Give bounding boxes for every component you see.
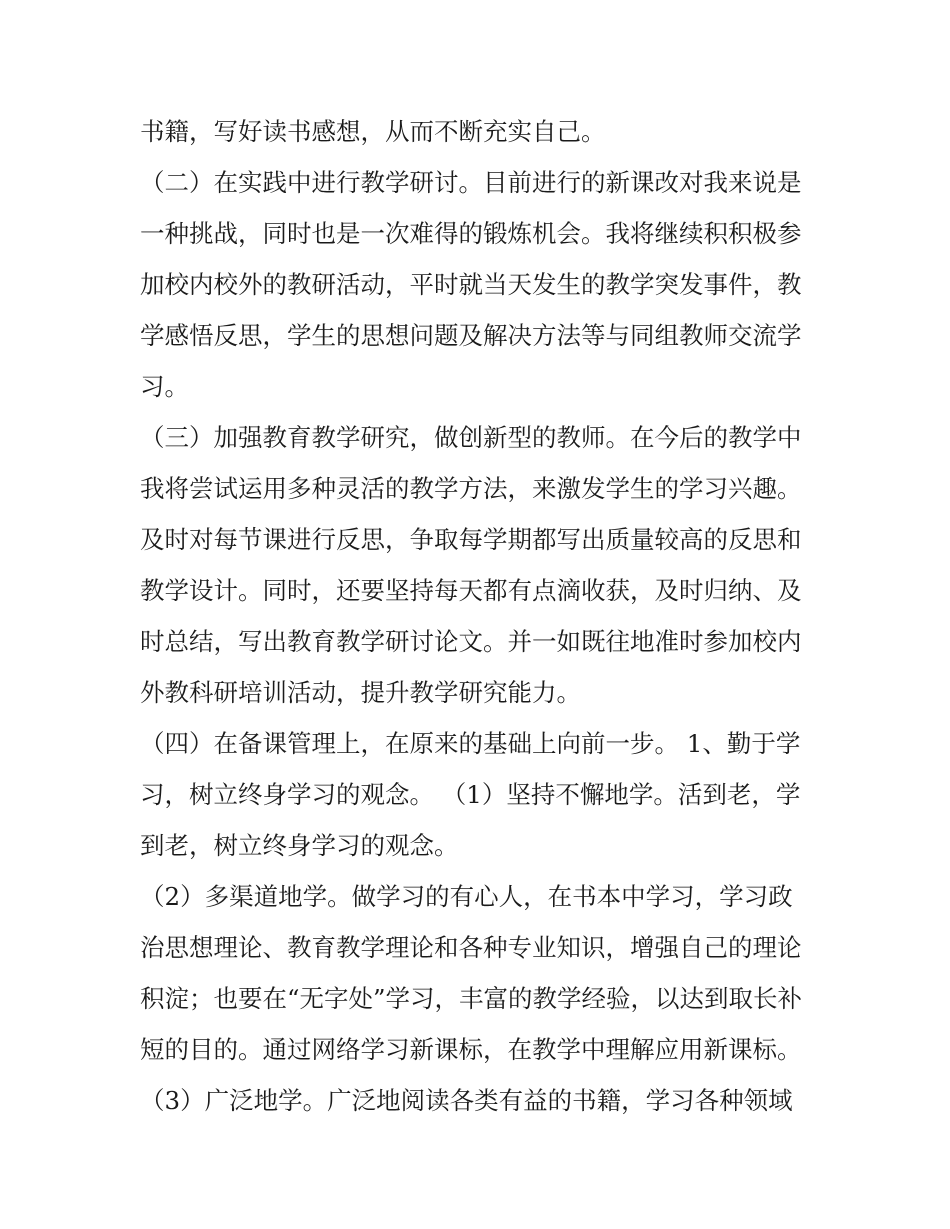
- text-line: （二）在实践中进行教学研讨。目前进行的新课改对我来说是: [140, 168, 802, 197]
- text-line: 积淀；也要在“无字处”学习，丰富的教学经验，以达到取长补: [140, 984, 803, 1013]
- document-body: [140, 106, 820, 1126]
- text-line: 短的目的。通过网络学习新课标，在教学中理解应用新课标。: [140, 1035, 802, 1064]
- text-line: 我将尝试运用多种灵活的教学方法，来激发学生的学习兴趣。: [140, 474, 802, 503]
- text-line: 书籍，写好读书感想，从而不断充实自己。: [140, 117, 606, 146]
- text-line: 时总结，写出教育教学研讨论文。并一如既往地准时参加校内: [140, 627, 802, 656]
- text-line: 学感悟反思，学生的思想问题及解决方法等与同组教师交流学: [140, 321, 802, 350]
- text-line: 习，树立终身学习的观念。 （1）坚持不懈地学。活到老，学: [140, 780, 801, 809]
- text-line: （四）在备课管理上，在原来的基础上向前一步。 1、勤于学: [140, 729, 801, 758]
- text-line: 及时对每节课进行反思，争取每学期都写出质量较高的反思和: [140, 525, 802, 554]
- text-line: 加校内校外的教研活动，平时就当天发生的教学突发事件，教: [140, 270, 802, 299]
- text-line: 教学设计。同时，还要坚持每天都有点滴收获，及时归纳、及: [140, 576, 802, 605]
- text-line: 外教科研培训活动，提升教学研究能力。: [140, 678, 581, 707]
- text-line: （2）多渠道地学。做学习的有心人，在书本中学习，学习政: [140, 882, 793, 911]
- text-line: 到老，树立终身学习的观念。: [140, 831, 459, 860]
- text-line: 习。: [140, 372, 189, 401]
- text-line: （三）加强教育教学研究，做创新型的教师。在今后的教学中: [140, 423, 802, 452]
- text-line: 一种挑战，同时也是一次难得的锻炼机会。我将继续积积极参: [140, 219, 802, 248]
- text-line: （3）广泛地学。广泛地阅读各类有益的书籍，学习各种领域: [140, 1086, 793, 1115]
- text-line: 治思想理论、教育教学理论和各种专业知识，增强自己的理论: [140, 933, 802, 962]
